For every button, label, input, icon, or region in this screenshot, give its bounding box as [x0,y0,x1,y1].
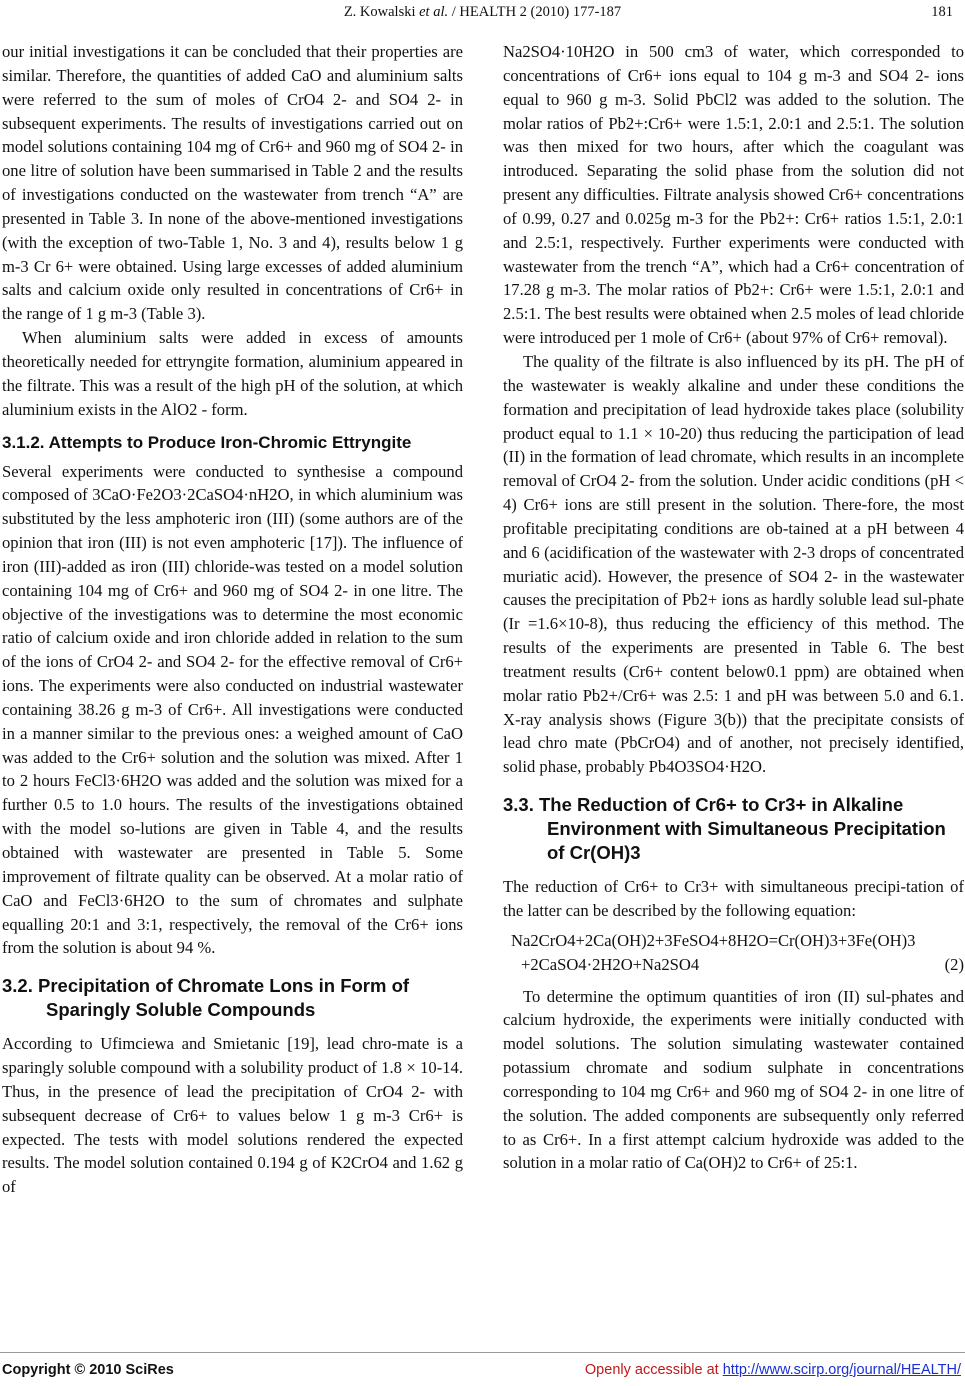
journal-link[interactable]: http://www.scirp.org/journal/HEALTH/ [722,1362,961,1378]
paragraph: To determine the optimum quantities of iron (II) sul-phates and calcium hydroxide, the experiments were initially conducted with model solutions. The solution simulating wastewater contained potassium chromate and sodium sulphate in concentrations corresponding to 104 mg Cr6+ and 960 mg of SO4 2- in one litre of the solution. The added components are subsequently only referred to as Cr6+. In a first attempt calcium hydroxide was added to the solution in a molar ratio of Ca(OH)2 to Cr6+ of 25:1. [503,986,964,1173]
copyright: Copyright © 2010 SciRes [2,1362,174,1378]
section-heading: 3.2. Precipitation of Chromate Lons in Form of Sparingly Soluble Compounds [2,975,410,1021]
right-column [503,40,964,1175]
paragraph: Na2SO4·10H2O in 500 cm3 of water, which corresponded to concentrations of Cr6+ ions equal to 104 g m-3 and SO4 2- ions equal to 960 g m-3. Solid PbCl2 was added to the solution. The molar ratios of Pb2+:Cr6+ were 1.5:1, 2.0:1 and 2.5:1. The solution was then mixed for two hours, after which the coagulant was introduced. Separating the solid phase from the solution did not present any difficulties. Filtrate analysis showed Cr6+ concentrations of 0.99, 0.27 and 0.025g m-3 for the Pb2+: Cr6+ ratios 1.5:1, 2.0:1 and 2.5:1, respectively. Further experiments were conducted with wastewater from the trench “A”, which had a Cr6+ concentration of 17.28 g m-3. The molar ratios of Pb2+: Cr6+ were 1.5:1, 2.0:1 and 2.5:1. The best results were obtained when 2.5 moles of lead chloride were introduced per 1 mole of Cr6+ (about 97% of Cr6+ removal). [503,42,964,348]
equation-number: (2) [944,954,964,974]
open-access-note: Openly accessible at http://www.scirp.org/journal/HEALTH/ [584,1362,961,1378]
section-heading: 3.1.2. Attempts to Produce Iron-Chromic Ettryngite [2,432,412,452]
paragraph: When aluminium salts were added in excess of amounts theoretically needed for ettryngite formation, aluminium appeared in the filtrate. This was a result of the high pH of the solution, at which aluminium exists in the AlO2 - form. [2,328,463,419]
paragraph: our initial investigations it can be concluded that their properties are similar. Therefore, the quantities of added CaO and aluminium salts were referred to the sum of moles of CrO4 2- and SO4 2- in subsequent experiments. The results of investigations carried out on model solutions containing 104 mg of Cr6+ and 960 mg of SO4 2- in one litre of solution have been summarised in Table 2 and the results of investigations conducted on the wastewater from trench “A” are presented in Table 3. In none of the above-mentioned investigations (with the exception of two-Table 1, No. 3 and 4), results below 1 g m-3 Cr 6+ were obtained. Using large excesses of added aluminium salts and calcium oxide only resulted in concentrations of Cr6+ in the range of 1 g m-3 (Table 3). [2,42,463,324]
page-footer [0,1352,965,1386]
paragraph: According to Ufimciewa and Smietanic [19], lead chro-mate is a sparingly soluble compound with a solubility product of 1.8 × 10-14. Thus, in the presence of lead the precipitation of CrO4 2- with subsequent decrease of Cr6+ to values below 1 g m-3 Cr6+ is expected. The tests with model solutions rendered the expected results. The model solution contained 0.194 g of K2CrO4 and 1.62 g of [2,1034,463,1197]
paragraph: Several experiments were conducted to synthesise a compound composed of 3CaO·Fe2O3·2CaSO4·nH2O, in which aluminium was substituted by the less amphoteric iron (III) (some authors are of the opinion that iron (III) is not even amphoteric [17]). The influence of iron (III)-added as iron (III) chloride-was tested on a model solution containing 104 mg of Cr6+ and 960 mg of SO4 2- in one litre. The objective of the investigations was to determine the most economic ratio of calcium oxide and iron chloride added in relation to the sum of the ions of CrO4 2- and SO4 2- for the effective removal of Cr6+ ions. The experiments were also conducted on industrial wastewater containing 38.26 g m-3 of Cr6+. All investigations were conducted in a manner similar to the previous ones: a weighed amount of CaO was added to the Cr6+ solution and the solution was mixed. After 1 to 2 hours FeCl3·6H2O was added and the solution was mixed for a further 0.5 to 1.0 hours. The results of the investigations obtained with the model so-lutions are given in Table 4, and the results obtained with wastewater are presented in Table 5. Some improvement of filtrate quality can be observed. At a molar ratio of CaO and FeCl3·6H2O to the sum of chromates and sulphate equalling 20:1 and 3:1, respectively, the removal of the Cr6+ ions from the solution is about 94 %. [2,461,463,958]
left-column [2,40,463,1199]
running-title: Z. Kowalski et al. / HEALTH 2 (2010) 177-187 [343,4,622,20]
paragraph: The quality of the filtrate is also influenced by its pH. The pH of the wastewater is weakly alkaline and under these conditions the formation and precipitation of lead hydroxide takes place (solubility product equal to 1.1 × 10-20) thus reducing the participation of lead (II) in the formation of lead chromate, which results in an incomplete removal of CrO4 2- from the solution. Under acidic conditions (pH < 4) Cr6+ ions are still present in the solution. There-fore, the most profitable precipitating conditions are ob-tained at a pH between 4 and 6 (acidification of the wastewater with 2-3 drops of concentrated muriatic acid). However, the presence of SO4 2- in the wastewater causes the precipitation of Pb2+ ions as hardly soluble lead sul-phate (Ir =1.6×10-8), thus reducing the efficiency of this method. The results of the experiments are presented in Table 6. The best treatment results (Cr6+ content below0.1 ppm) are obtained when molar ratio Pb2+/Cr6+ was 2.5: 1 and pH was between 5.0 and 6.1. X-ray analysis shows (Figure 3(b)) that the precipitate consists of lead chro mate (PbCrO4) and of another, not precisely identified, solid phase, probably Pb4O3SO4·H2O. [503,351,964,777]
paragraph: The reduction of Cr6+ to Cr3+ with simultaneous precipi-tation of the latter can be described by the following equation: [503,877,964,920]
section-heading: 3.3. The Reduction of Cr6+ to Cr3+ in Alkaline Environment with Simultaneous Precipitation of Cr(OH)3 [503,794,946,864]
equation-line: +2CaSO4·2H2O+Na2SO4 (2) [503,953,964,977]
page-number: 181 [931,4,953,20]
running-header [0,0,965,22]
equation-line: Na2CrO4+2Ca(OH)2+3FeSO4+8H2O=Cr(OH)3+3Fe(OH)3 [511,930,916,950]
